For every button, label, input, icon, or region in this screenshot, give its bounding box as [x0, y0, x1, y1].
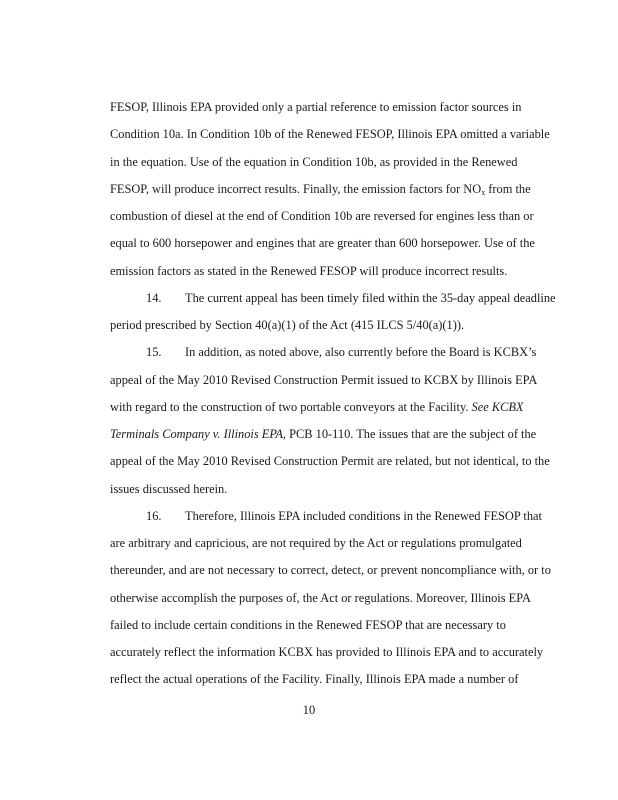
text-segment: FESOP, will produce incorrect results. Finally, the emission factors for NO [110, 181, 482, 196]
text-line [110, 421, 537, 448]
text-line: appeal of the May 2010 Revised Construction Permit are related, but not identical, to the [110, 454, 550, 469]
text-segment: In addition, as noted above, also currently before the Board is KCBX’s [185, 345, 537, 360]
case-citation: See KCBX [471, 399, 524, 414]
text-line: reflect the actual operations of the Facility. Finally, Illinois EPA made a number of [110, 672, 519, 687]
document-body [110, 94, 556, 694]
text-line: period prescribed by Section 40(a)(1) of the Act (415 ILCS 5/40(a)(1)). [110, 318, 465, 332]
case-citation: Terminals Company v. Illinois EPA [110, 427, 283, 441]
text-line: are arbitrary and capricious, are not required by the Act or regulations promulgated [110, 536, 522, 550]
paragraph-14-first-line [110, 285, 556, 312]
text-line: combustion of diesel at the end of Condition 10b are reversed for engines less than or [110, 209, 534, 223]
text-segment: , PCB 10-110. The issues that are the subject of the [282, 427, 537, 441]
page-number: 10 [302, 703, 316, 717]
text-segment: Therefore, Illinois EPA included conditions in the Renewed FESOP that [185, 508, 542, 523]
text-line: in the equation. Use of the equation in Condition 10b, as provided in the Renewed [110, 154, 518, 169]
text-line: failed to include certain conditions in the Renewed FESOP that are necessary to [110, 617, 506, 632]
text-line: issues discussed herein. [110, 481, 228, 496]
text-line: Condition 10a. In Condition 10b of the Renewed FESOP, Illinois EPA omitted a variable [110, 127, 550, 142]
paragraph-16-first-line [110, 503, 542, 530]
text-line [110, 394, 530, 421]
text-line [110, 176, 530, 203]
paragraph-number: 16. [146, 508, 162, 523]
paragraph-number: 14. [146, 290, 162, 305]
text-line: accurately reflect the information KCBX has provided to Illinois EPA and to accurately [110, 645, 544, 659]
text-segment: from the [485, 181, 531, 196]
text-line: otherwise accomplish the purposes of, the Act or regulations. Moreover, Illinois EPA [110, 590, 531, 605]
text-segment: The current appeal has been timely filed within the 35-day appeal deadline [185, 290, 556, 305]
text-line: FESOP, Illinois EPA provided only a partial reference to emission factor sources in [110, 100, 522, 114]
text-line: thereunder, and are not necessary to correct, detect, or prevent noncompliance with, or to [110, 563, 551, 578]
paragraph-number: 15. [146, 345, 162, 360]
subscript-x: x [481, 187, 486, 197]
paragraph-15-first-line [110, 339, 537, 366]
text-line: appeal of the May 2010 Revised Construction Permit issued to KCBX by Illinois EPA [110, 372, 538, 387]
text-line: equal to 600 horsepower and engines that are greater than 600 horsepower. Use of the [110, 236, 535, 251]
text-segment: with regard to the construction of two portable conveyors at the Facility. [110, 399, 472, 414]
text-line: emission factors as stated in the Renewed FESOP will produce incorrect results. [110, 263, 508, 278]
